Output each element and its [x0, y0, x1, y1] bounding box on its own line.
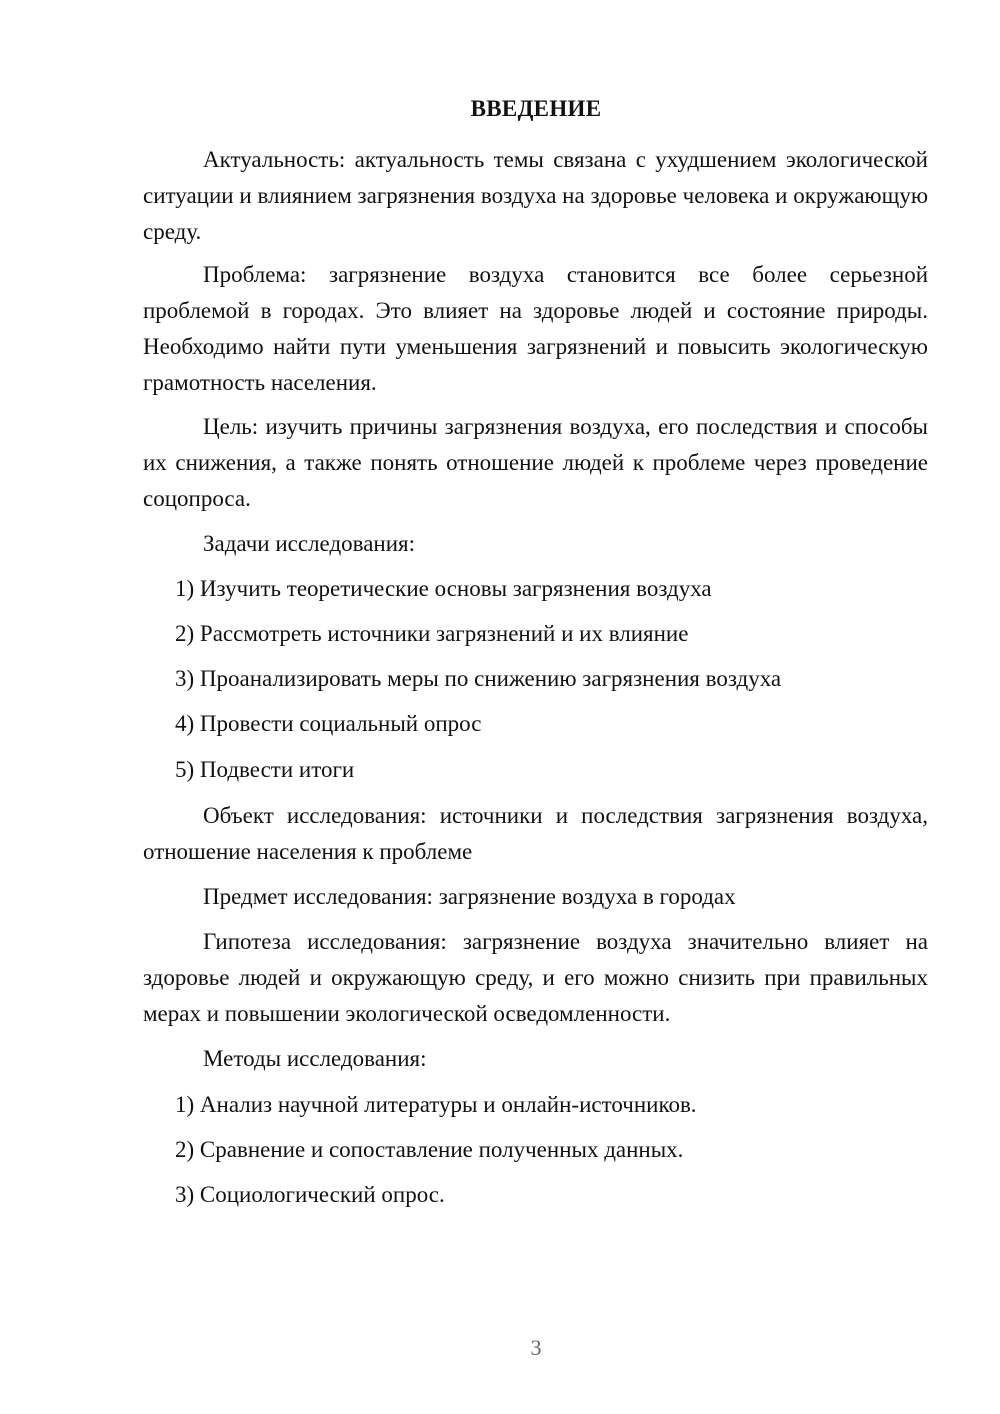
methods-label: Методы исследования:: [203, 1046, 427, 1071]
method-item: 1) Анализ научной литературы и онлайн-источников.: [175, 1092, 697, 1117]
page-number: 3: [530, 1335, 542, 1360]
section-heading: ВВЕДЕНИЕ: [470, 96, 602, 121]
paragraph-relevance: Актуальность: актуальность темы связана с ухудшением экологической ситуации и влиянием загрязнения воздуха на здоровье человека и окружающую среду.: [143, 147, 928, 244]
paragraph-subject: Предмет исследования: загрязнение воздуха в городах: [203, 884, 736, 909]
method-item: 3) Социологический опрос.: [175, 1182, 445, 1207]
tasks-label: Задачи исследования:: [203, 531, 416, 556]
task-item: 3) Проанализировать меры по снижению загрязнения воздуха: [175, 666, 782, 691]
task-item: 4) Провести социальный опрос: [175, 711, 482, 736]
task-item: 2) Рассмотреть источники загрязнений и их влияние: [175, 621, 689, 646]
task-item: 5) Подвести итоги: [175, 757, 355, 782]
task-item: 1) Изучить теоретические основы загрязнения воздуха: [175, 576, 712, 601]
paragraph-problem: Проблема: загрязнение воздуха становится все более серьезной проблемой в городах. Это влияет на здоровье людей и состояние природы. Необходимо найти пути уменьшения загрязнений и повысить экологическую грамотность населения.: [143, 262, 928, 395]
paragraph-goal: Цель: изучить причины загрязнения воздуха, его последствия и способы их снижения, а также понять отношение людей к проблеме через проведение соцопроса.: [143, 414, 928, 511]
method-item: 2) Сравнение и сопоставление полученных данных.: [175, 1137, 684, 1162]
paragraph-object: Объект исследования: источники и последствия загрязнения воздуха, отношение населения к проблеме: [143, 803, 928, 864]
paragraph-hypothesis: Гипотеза исследования: загрязнение воздуха значительно влияет на здоровье людей и окружающую среду, и его можно снизить при правильных мерах и повышении экологической осведомленности.: [143, 929, 928, 1026]
